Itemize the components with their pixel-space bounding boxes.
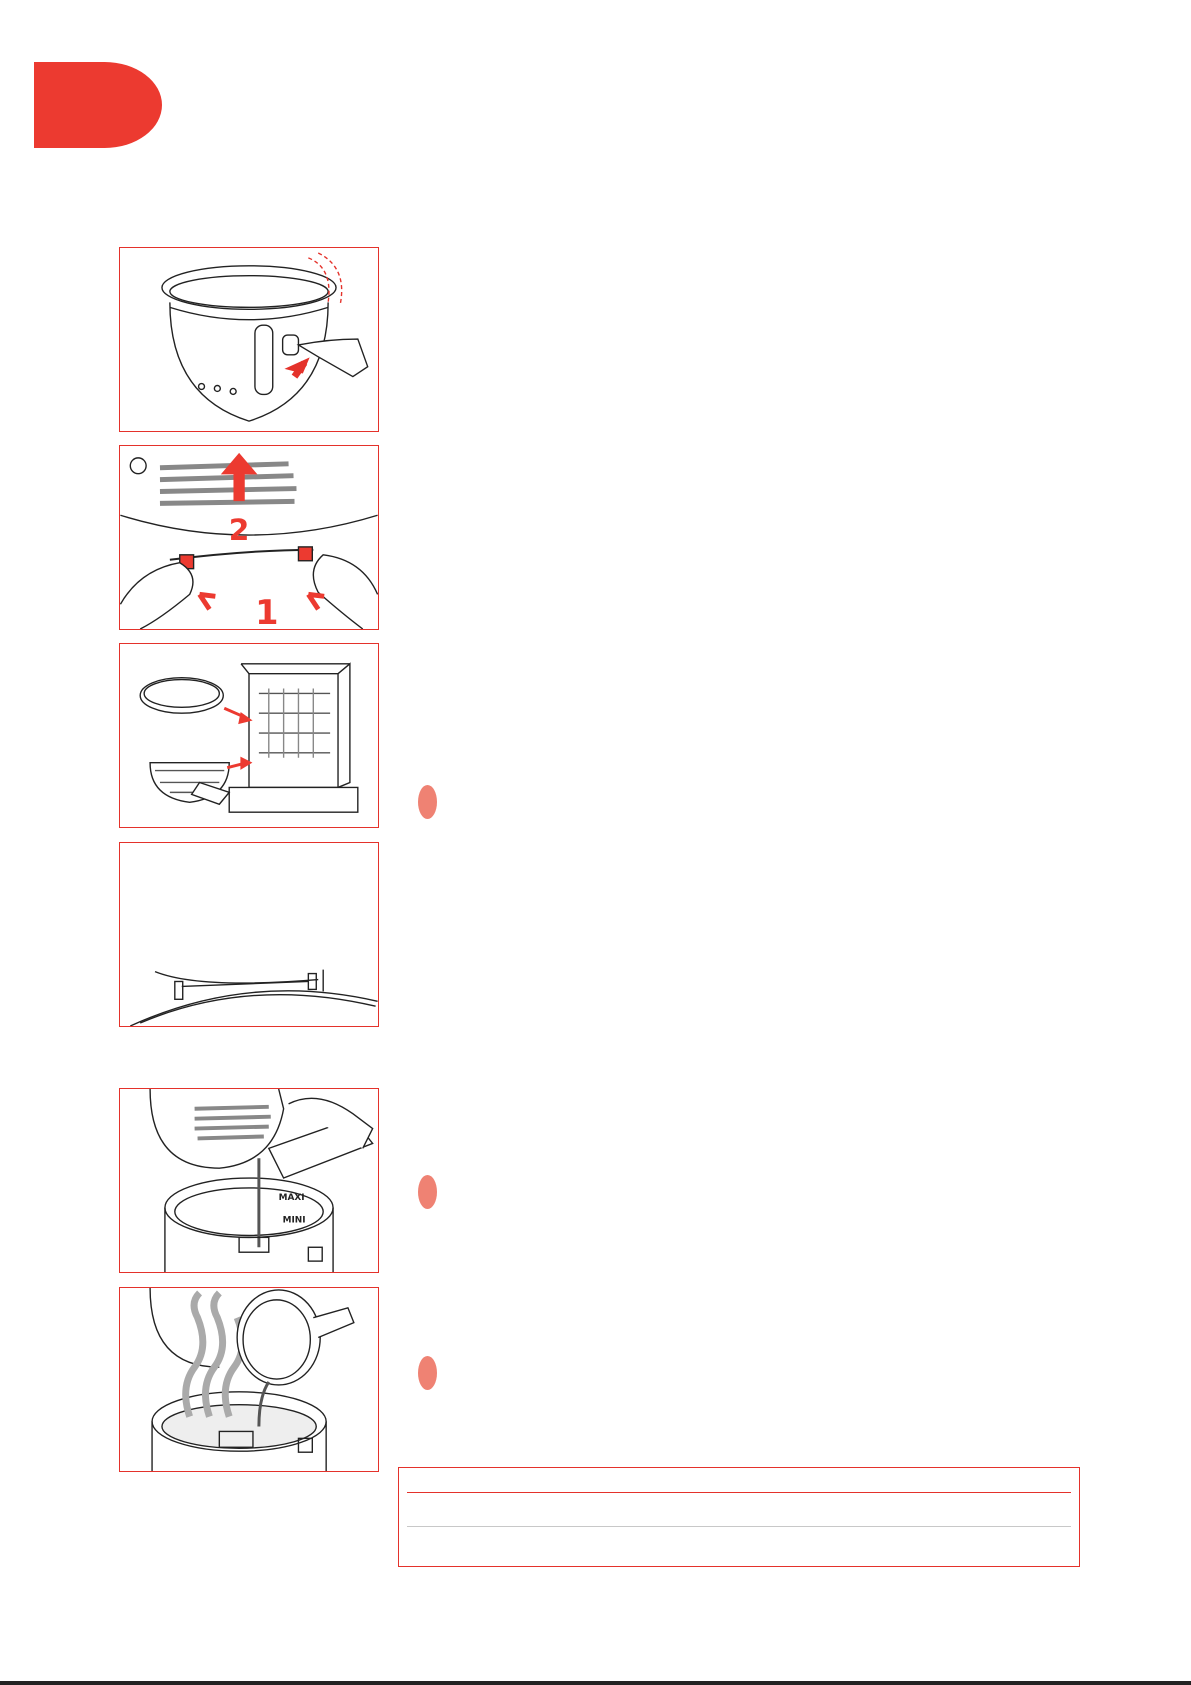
figure-replace-lid xyxy=(119,842,379,1027)
figure-press-lid-button xyxy=(119,247,379,432)
bullet-dot xyxy=(418,1356,437,1390)
svg-text:1: 1 xyxy=(255,593,279,629)
maxi-mark: MAXI xyxy=(278,1192,305,1203)
figure-remove-lid xyxy=(119,445,379,630)
figure-pour-hot-oil xyxy=(119,1287,379,1472)
section-tab xyxy=(34,62,162,148)
figure-fill-oil xyxy=(119,1088,379,1273)
note-box xyxy=(398,1467,1080,1567)
mini-mark: MINI xyxy=(282,1215,306,1226)
svg-text:2: 2 xyxy=(228,511,250,547)
bullet-dot xyxy=(418,785,437,819)
bullet-dot xyxy=(418,1175,437,1209)
note-divider xyxy=(407,1526,1071,1527)
note-divider xyxy=(407,1492,1071,1493)
footer-rule xyxy=(0,1681,1191,1685)
figure-dishwasher xyxy=(119,643,379,828)
